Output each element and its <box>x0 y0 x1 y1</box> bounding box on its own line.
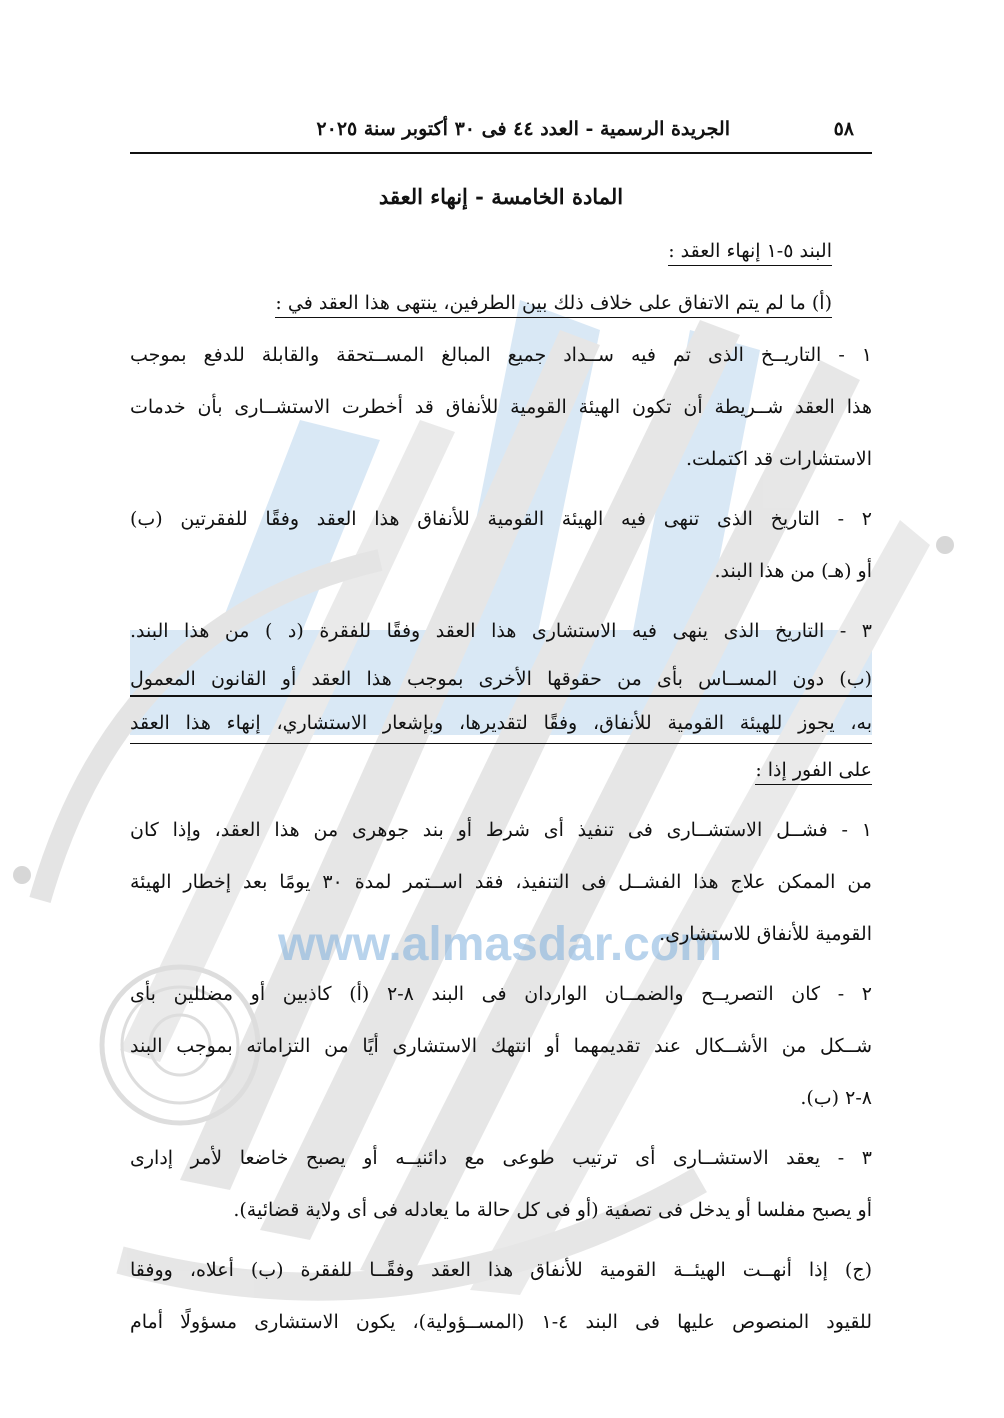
b1-line: ١ - فشــل الاستشــارى فى تنفيذ أى شرط أو بند جوهرى من هذا العقد، وإذا كان <box>130 819 872 841</box>
a3-line: ٣ - التاريخ الذى ينهى فيه الاستشارى هذا العقد وفقًا للفقرة (د ) من هذا البند. <box>130 620 872 642</box>
c-line: للقيود المنصوص عليها فى البند ٤-١ (المســؤولية)، يكون الاستشارى مسؤولًا أمام <box>130 1311 872 1333</box>
clause-heading-text: البند ٥-١ إنهاء العقد : <box>668 240 832 266</box>
a1-line: الاستشارات قد اكتملت. <box>685 448 872 470</box>
b1-line: من الممكن علاج هذا الفشــل فى التنفيذ، فقد اســتمر لمدة ٣٠ يومًا بعد إخطار الهيئة <box>130 871 872 893</box>
paragraph-a-text: (أ) ما لم يتم الاتفاق على خلاف ذلك بين الطرفين، ينتهى هذا العقد في : <box>275 292 832 318</box>
publication-title: الجريدة الرسمية - العدد ٤٤ فى ٣٠ أكتوبر سنة ٢٠٢٥ <box>316 118 730 140</box>
watermark-site: www.almasdar.com <box>278 918 722 971</box>
paragraph-a <box>130 277 872 329</box>
article-title: المادة الخامسة - إنهاء العقد <box>378 184 624 209</box>
b-line-text: على الفور إذا : <box>755 759 872 785</box>
b3-line: أو يصبح مفلسا أو يدخل فى تصفية (أو فى كل حالة ما يعادله فى أى ولاية قضائية). <box>233 1199 872 1221</box>
b1-line: القومية للأنفاق للاستشارى. <box>659 923 872 945</box>
b3-line: ٣ - يعقد الاستشــارى أى ترتيب طوعى مع دائنيــه أو يصبح خاضعا لأمر إدارى <box>130 1147 872 1169</box>
b2-line: ٨-٢ (ب). <box>800 1087 872 1109</box>
b2-line: ٢ - كان التصريــح والضمــان الواردان فى البند ٨-٢ (أ) كاذبين أو مضللين بأى <box>130 983 872 1005</box>
a2-line: ٢ - التاريخ الذى تنهى فيه الهيئة القومية للأنفاق هذا العقد وفقًا للفقرتين (ب) <box>130 508 872 530</box>
a1-line: هذا العقد شــريطة أن تكون الهيئة القومية للأنفاق قد أخطرت الاستشــارى بأن خدمات <box>130 396 872 418</box>
b-line: به، يجوز للهيئة القومية للأنفاق، وفقًا لتقديرها، وبإشعار الاستشاري، إنهاء هذا العقد <box>130 711 872 734</box>
a1-line: ١ - التاريــخ الذى تم فيه ســداد جميع المبالغ المســتحقة والقابلة للدفع بموجب <box>130 344 872 366</box>
b-line <box>130 744 872 796</box>
clause-heading <box>130 225 872 277</box>
page-header <box>130 112 872 154</box>
b-line: (ب) دون المســاس بأى من حقوقها الأخرى بموجب هذا العقد أو القانون المعمول <box>130 668 872 690</box>
page-number: ٥٨ <box>833 118 854 140</box>
c-line: (ج) إذا أنهــت الهيئــة القومية للأنفاق هذا العقد وفقًــا للفقرة (ب) أعلاه، ووفقا <box>130 1259 872 1281</box>
gazette-page <box>130 112 872 1348</box>
a2-line: أو (هـ) من هذا البند. <box>714 560 872 582</box>
b2-line: شــكل من الأشــكال عند تقديمهما أو انتهك الاستشارى أيًا من التزاماته بموجب البند <box>130 1035 872 1057</box>
